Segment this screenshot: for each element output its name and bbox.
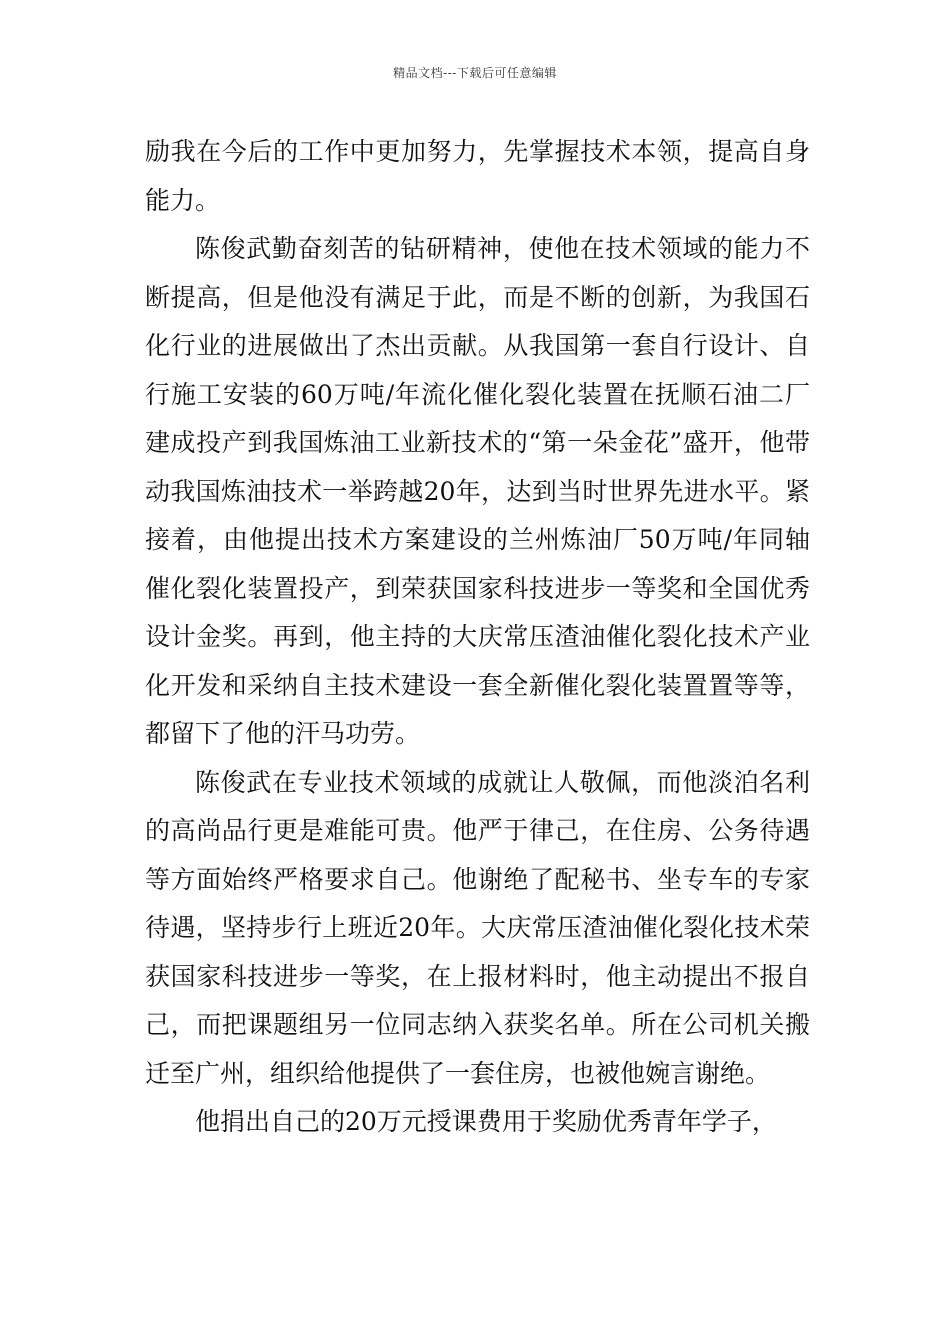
page-header: 精品文档---下载后可任意编辑 (393, 66, 557, 80)
paragraph-donation: 他捐出自己的20万元授课费用于奖励优秀青年学子， (195, 1107, 777, 1136)
paragraph-research-spirit: 陈俊武勤奋刻苦的钻研精神，使他在技术领域的能力不断提高，但是他没有满足于此，而是不断的创新，为我国石化行业的进展做出了杰出贡献。从我国第一套自行设计、自行施工安装的60万吨/年流化催化裂化装置在抚顺石油二厂建成投产到我国炼油工业新技术的“第一朵金花”盛开，他带动我国炼油技术一举跨越20年，达到当时世界先进水平。紧接着，由他提出技术方案建设的兰州炼油厂50万吨/年同轴催化裂化装置投产，到荣获国家科技进步一等奖和全国优秀设计金奖。再到，他主持的大庆常压渣油催化裂化技术产业化开发和采纳自主技术建设一套全新催化裂化装置置等等，都留下了他的汗马功劳。 (145, 234, 810, 748)
paragraph-character: 陈俊武在专业技术领域的成就让人敬佩，而他淡泊名利的高尚品行更是难能可贵。他严于律己，在住房、公务待遇等方面始终严格要求自己。他谢绝了配秘书、坐专车的专家待遇，坚持步行上班近20年。大庆常压渣油催化裂化技术荣获国家科技进步一等奖，在上报材料时，他主动提出不报自己，而把课题组另一位同志纳入获奖名单。所在公司机关搬迁至广州，组织给他提供了一套住房，也被他婉言谢绝。 (145, 767, 810, 1088)
body-text (145, 128, 810, 1147)
paragraph-continuation: 励我在今后的工作中更加努力，先掌握技术本领，提高自身能力。 (145, 137, 810, 215)
